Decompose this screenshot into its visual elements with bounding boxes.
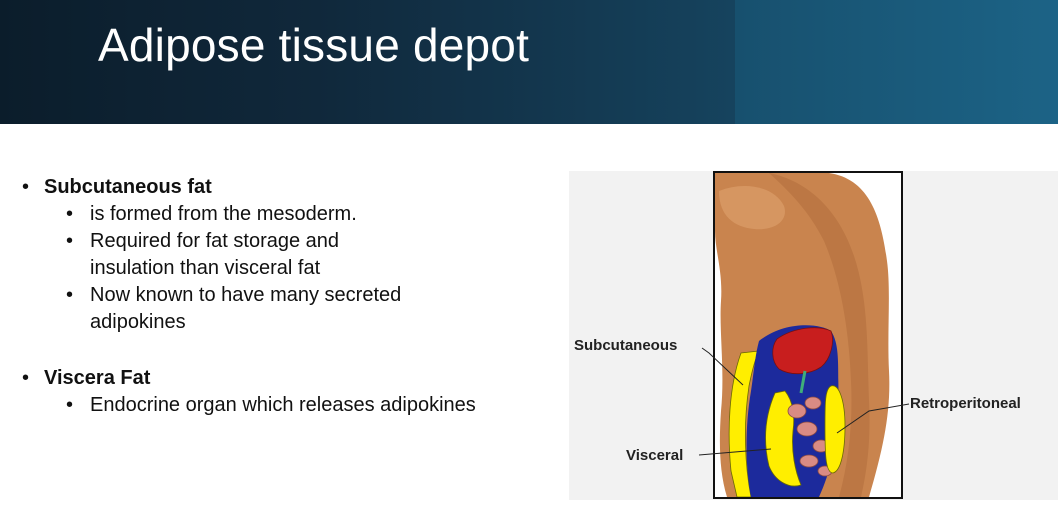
adipose-depot-figure bbox=[569, 171, 1058, 500]
sub-bullet: • Endocrine organ which releases adipokines bbox=[66, 392, 478, 419]
title-banner bbox=[0, 0, 1058, 124]
subcutaneous-sub-list bbox=[66, 201, 482, 336]
sub-bullet: • Now known to have many secreted adipokines bbox=[66, 282, 470, 336]
torso-illustration bbox=[569, 171, 1058, 500]
banner-accent-panel bbox=[735, 0, 1058, 124]
bullet-heading: Subcutaneous fat bbox=[44, 176, 212, 198]
slide-title: Adipose tissue depot bbox=[98, 19, 530, 71]
visceral-label: Visceral bbox=[626, 447, 684, 464]
subcutaneous-label: Subcutaneous bbox=[574, 337, 678, 354]
viscera-sub-list bbox=[66, 392, 482, 419]
bullet-viscera-fat bbox=[22, 364, 482, 392]
bullet-list bbox=[22, 173, 482, 419]
bullet-subcutaneous-fat bbox=[22, 173, 482, 201]
bullet-heading: Viscera Fat bbox=[44, 367, 151, 389]
sub-bullet: • Required for fat storage and insulation than visceral fat bbox=[66, 228, 390, 282]
sub-bullet: • is formed from the mesoderm. bbox=[66, 201, 482, 228]
retroperitoneal-label: Retroperitoneal bbox=[910, 395, 1021, 412]
